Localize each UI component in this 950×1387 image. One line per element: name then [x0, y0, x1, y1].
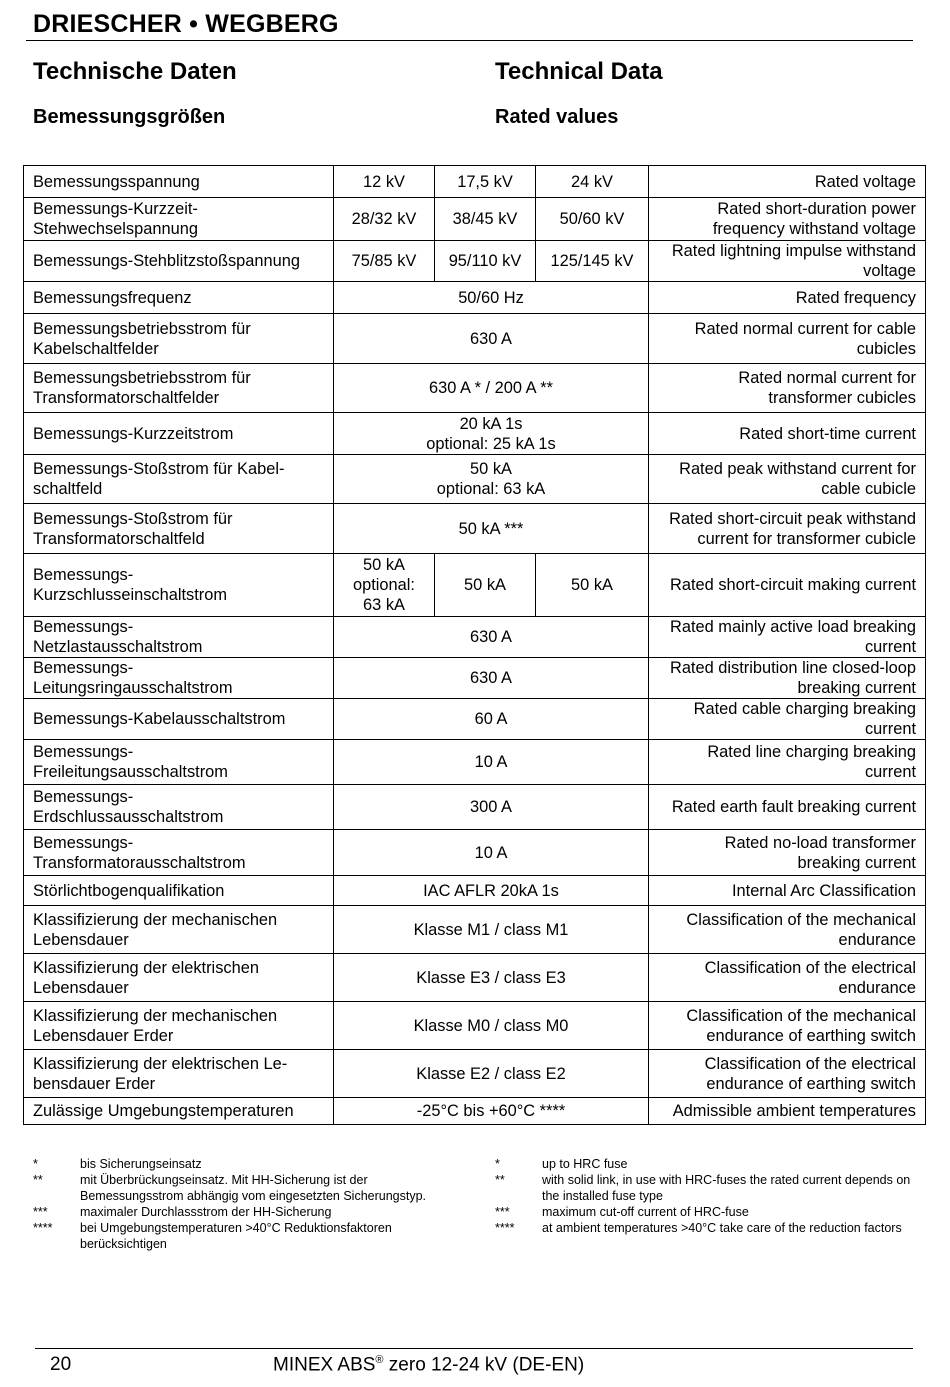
row-label-de	[24, 740, 334, 785]
footnote-mark: ****	[495, 1221, 515, 1235]
footnote-text: up to HRC fuse	[542, 1157, 628, 1171]
value-17-5kv: 50 kA	[435, 554, 536, 617]
table-row	[24, 554, 926, 617]
table-row	[24, 699, 926, 740]
value-all: 630 A * / 200 A **	[334, 364, 649, 413]
table-row	[24, 740, 926, 785]
value-line: optional: 63 kA	[436, 480, 546, 498]
value-line: optional:	[353, 576, 415, 594]
footnote-text: maximum cut-off current of HRC-fuse	[542, 1205, 749, 1219]
label-line: Bemessungs-	[33, 618, 134, 636]
label-line: Bemessungs-	[33, 743, 134, 761]
page-number: 20	[50, 1354, 72, 1375]
row-label-de: Bemessungsfrequenz	[24, 282, 334, 314]
row-label-de: Bemessungsbetriebsstrom für Transformatorschaltfelder	[24, 364, 334, 413]
value-24kv: 50 kA	[536, 554, 649, 617]
footnote-mark: **	[495, 1173, 505, 1187]
label-line: Bemessungs-	[33, 833, 134, 852]
row-label-de: Bemessungs-Kurzzeit-Stehwechselspannung	[24, 198, 334, 241]
table-row	[24, 1098, 926, 1125]
row-label-en: Rated distribution line closed-loop breaking current	[649, 658, 926, 699]
value-all	[334, 455, 649, 504]
row-label-de: Störlichtbogenqualifikation	[24, 876, 334, 906]
value-17-5kv: 17,5 kV	[435, 166, 536, 198]
label-line: Bemessungs-	[33, 659, 134, 677]
footnote	[495, 1204, 915, 1220]
row-label-de	[24, 830, 334, 876]
value-24kv: 50/60 kV	[536, 198, 649, 241]
value-17-5kv: 38/45 kV	[435, 198, 536, 241]
value-all: 630 A	[334, 658, 649, 699]
table-row	[24, 617, 926, 658]
row-label-de: Zulässige Umgebungstemperaturen	[24, 1098, 334, 1125]
footnotes-en	[495, 1156, 915, 1236]
label-line: schaltfeld	[33, 480, 103, 498]
footnote	[33, 1204, 453, 1220]
value-12kv	[334, 554, 435, 617]
row-label-de	[24, 658, 334, 699]
row-label-de	[24, 785, 334, 830]
value-all: 10 A	[334, 830, 649, 876]
row-label-en: Rated normal current for cable cubicles	[649, 314, 926, 364]
row-label-de: Bemessungs-Stehblitzstoßspannung	[24, 241, 334, 282]
row-label-de: Klassifizierung der elektrischen Lebensdauer	[24, 954, 334, 1002]
label-line: Bemessungs-	[33, 566, 134, 584]
value-24kv: 24 kV	[536, 166, 649, 198]
row-label-en: Rated short-duration power frequency withstand voltage	[649, 198, 926, 241]
registered-mark: ®	[375, 1354, 384, 1366]
row-label-en: Classification of the mechanical endurance	[649, 906, 926, 954]
value-all: 50/60 Hz	[334, 282, 649, 314]
footnote-mark: ****	[33, 1221, 53, 1235]
label-line: bensdauer Erder	[33, 1074, 156, 1093]
label-line: Netzlastausschaltstrom	[33, 638, 203, 656]
brand-header: DRIESCHER • WEGBERG	[33, 10, 339, 38]
row-label-en: Classification of the electrical endurance	[649, 954, 926, 1002]
row-label-en: Rated no-load transformer breaking current	[649, 830, 926, 876]
header-divider	[26, 40, 913, 41]
value-17-5kv: 95/110 kV	[435, 241, 536, 282]
footnote-mark: ***	[33, 1205, 48, 1219]
label-line: Freileitungsausschaltstrom	[33, 763, 228, 781]
table-row	[24, 282, 926, 314]
footnote-text: mit Überbrückungseinsatz. Mit HH-Sicherung ist der Bemessungsstrom abhängig vom eingesetzten Sicherungstyp.	[80, 1173, 427, 1203]
label-line: Kurzschlusseinschaltstrom	[33, 586, 228, 604]
row-label-en: Internal Arc Classification	[649, 876, 926, 906]
row-label-de: Bemessungsspannung	[24, 166, 334, 198]
table-row	[24, 455, 926, 504]
value-24kv: 125/145 kV	[536, 241, 649, 282]
document-title	[273, 1354, 584, 1376]
title-de: Technische Daten	[33, 58, 237, 85]
value-all: IAC AFLR 20kA 1s	[334, 876, 649, 906]
row-label-en: Rated short-circuit making current	[649, 554, 926, 617]
value-all: 50 kA ***	[334, 504, 649, 554]
table-row	[24, 413, 926, 455]
row-label-en: Rated earth fault breaking current	[649, 785, 926, 830]
footnotes-de	[33, 1156, 453, 1252]
label-line: Bemessungs-Stoßstrom für Kabel-	[33, 460, 285, 478]
value-all	[334, 413, 649, 455]
table-row	[24, 1002, 926, 1050]
label-line: Erdschlussausschaltstrom	[33, 808, 224, 826]
value-all: -25°C bis +60°C ****	[334, 1098, 649, 1125]
row-label-de: Bemessungs-Kurzzeitstrom	[24, 413, 334, 455]
value-line: optional: 25 kA 1s	[426, 434, 556, 453]
value-all: Klasse M1 / class M1	[334, 906, 649, 954]
row-label-en: Rated cable charging breaking current	[649, 699, 926, 740]
footnote	[33, 1172, 453, 1204]
value-all: 10 A	[334, 740, 649, 785]
footnote-mark: **	[33, 1173, 43, 1187]
table-row	[24, 658, 926, 699]
row-label-de: Klassifizierung der mechanischen Lebensdauer Erder	[24, 1002, 334, 1050]
footnote-text: with solid link, in use with HRC-fuses the rated current depends on the installed fuse type	[542, 1173, 911, 1203]
value-all: Klasse E2 / class E2	[334, 1050, 649, 1098]
value-all: Klasse M0 / class M0	[334, 1002, 649, 1050]
row-label-de: Klassifizierung der mechanischen Lebensdauer	[24, 906, 334, 954]
row-label-de: Bemessungs-Stoßstrom für Transformatorschaltfeld	[24, 504, 334, 554]
table-row	[24, 876, 926, 906]
subtitle-en: Rated values	[495, 106, 619, 128]
doc-title-rest: zero 12-24 kV (DE-EN)	[383, 1354, 585, 1376]
table-row	[24, 504, 926, 554]
value-all: 630 A	[334, 617, 649, 658]
table-row	[24, 954, 926, 1002]
rated-values-table	[23, 165, 926, 1125]
row-label-en: Rated mainly active load breaking current	[649, 617, 926, 658]
row-label-en: Rated voltage	[649, 166, 926, 198]
footer-divider	[35, 1348, 913, 1349]
row-label-en: Rated lightning impulse withstand voltage	[649, 241, 926, 282]
value-all: 630 A	[334, 314, 649, 364]
footnote	[495, 1220, 915, 1236]
row-label-de	[24, 554, 334, 617]
table-row	[24, 198, 926, 241]
table-row	[24, 830, 926, 876]
row-label-en: Rated peak withstand current for cable cubicle	[649, 455, 926, 504]
value-12kv: 75/85 kV	[334, 241, 435, 282]
label-line: Transformatorausschaltstrom	[33, 853, 246, 872]
footnote	[33, 1156, 453, 1172]
row-label-de	[24, 1050, 334, 1098]
label-line: Bemessungs-	[33, 788, 134, 806]
value-12kv: 12 kV	[334, 166, 435, 198]
footnote-text: bei Umgebungstemperaturen >40°C Reduktionsfaktoren berücksichtigen	[80, 1221, 392, 1251]
label-line: Leitungsringausschaltstrom	[33, 679, 233, 697]
row-label-en: Rated normal current for transformer cubicles	[649, 364, 926, 413]
table-row	[24, 785, 926, 830]
row-label-en: Classification of the mechanical endurance of earthing switch	[649, 1002, 926, 1050]
footnote-text: at ambient temperatures >40°C take care of the reduction factors	[542, 1221, 902, 1235]
label-line: Klassifizierung der elektrischen Le-	[33, 1054, 288, 1073]
footnote	[495, 1156, 915, 1172]
row-label-en: Rated short-circuit peak withstand current for transformer cubicle	[649, 504, 926, 554]
subtitle-de: Bemessungsgrößen	[33, 106, 226, 128]
footnote-text: maximaler Durchlassstrom der HH-Sicherung	[80, 1205, 332, 1219]
value-12kv: 28/32 kV	[334, 198, 435, 241]
row-label-en: Admissible ambient temperatures	[649, 1098, 926, 1125]
value-all: 300 A	[334, 785, 649, 830]
table-row	[24, 314, 926, 364]
value-line: 50 kA	[470, 460, 512, 478]
footnote	[33, 1220, 453, 1252]
table-row	[24, 166, 926, 198]
footnote-text: bis Sicherungseinsatz	[80, 1157, 202, 1171]
footnote	[495, 1172, 915, 1204]
value-line: 20 kA 1s	[459, 414, 523, 433]
value-all: 60 A	[334, 699, 649, 740]
row-label-de: Bemessungs-Kabelausschaltstrom	[24, 699, 334, 740]
row-label-en: Rated line charging breaking current	[649, 740, 926, 785]
value-all: Klasse E3 / class E3	[334, 954, 649, 1002]
row-label-de: Bemessungsbetriebsstrom für Kabelschaltfelder	[24, 314, 334, 364]
footnote-mark: *	[33, 1157, 38, 1171]
table-row	[24, 241, 926, 282]
table-row	[24, 1050, 926, 1098]
footnote-mark: ***	[495, 1205, 510, 1219]
table-row	[24, 906, 926, 954]
footnote-mark: *	[495, 1157, 500, 1171]
value-line: 50 kA	[363, 556, 405, 574]
row-label-en: Rated short-time current	[649, 413, 926, 455]
doc-title-product: MINEX ABS	[273, 1354, 376, 1376]
row-label-de	[24, 455, 334, 504]
table-row	[24, 364, 926, 413]
row-label-en: Rated frequency	[649, 282, 926, 314]
row-label-en: Classification of the electrical endurance of earthing switch	[649, 1050, 926, 1098]
row-label-de	[24, 617, 334, 658]
title-en: Technical Data	[495, 58, 663, 85]
value-line: 63 kA	[363, 596, 405, 614]
